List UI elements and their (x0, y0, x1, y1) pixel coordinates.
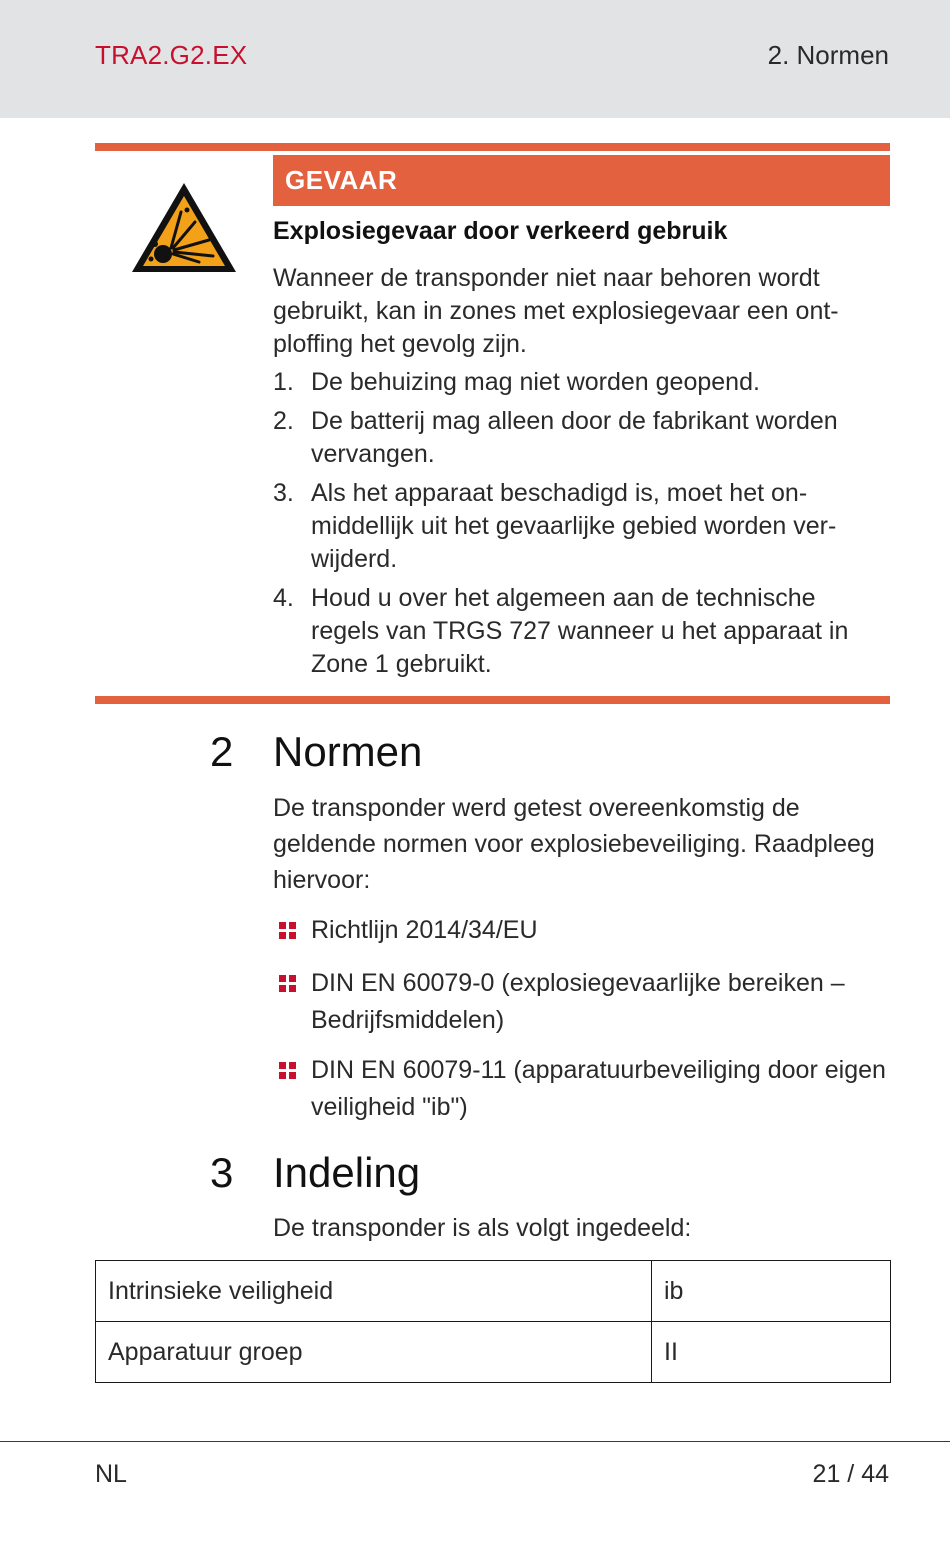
footer-divider (0, 1441, 950, 1442)
bullet-text: DIN EN 60079-0 (explosiegevaarlijke bereiken – Bedrijfsmiddelen) (311, 969, 845, 1034)
footer-language: NL (95, 1460, 127, 1488)
danger-banner (273, 155, 890, 206)
list-number: 1. (273, 368, 294, 396)
section-intro: De transponder is als volgt ingedeeld: (273, 1214, 692, 1242)
bullet-text: DIN EN 60079-11 (apparatuurbeveiliging door eigen veiligheid "ib") (311, 1056, 886, 1121)
bullet-text: Richtlijn 2014/34/EU (311, 916, 538, 944)
chapter-title: 2. Normen (767, 40, 889, 70)
list-item (273, 1052, 890, 1126)
section-intro: De transponder werd getest overeenkomstig de geldende normen voor explosiebeveiliging. Raadpleeg hiervoor: (273, 794, 875, 894)
warning-list-item (273, 582, 890, 681)
table-cell-property: Apparatuur groep (96, 1322, 652, 1383)
classification-table (95, 1260, 891, 1383)
warning-title: Explosiegevaar door verkeerd gebruik (273, 217, 728, 245)
warning-list-item (273, 405, 890, 471)
table-cell-value: ib (652, 1261, 891, 1322)
section-number: 2 (210, 728, 234, 775)
page-header (0, 0, 950, 118)
list-text: De batterij mag alleen door de fabrikant worden vervangen. (311, 407, 838, 468)
list-number: 4. (273, 584, 294, 612)
warning-top-rule (95, 143, 890, 151)
section-number: 3 (210, 1149, 234, 1196)
section-title: Normen (273, 728, 423, 775)
table-row (96, 1261, 891, 1322)
list-item (273, 965, 890, 1039)
list-number: 3. (273, 479, 294, 507)
page-number: 21 / 44 (812, 1460, 889, 1488)
list-text: Houd u over het algemeen aan de technische regels van TRGS 727 wanneer u het apparaat in Zone 1 gebruikt. (311, 584, 849, 678)
warning-list-item (273, 366, 890, 399)
document-id: TRA2.G2.EX (95, 40, 248, 70)
section-title: Indeling (273, 1149, 421, 1196)
bullet-icon (279, 1062, 297, 1080)
warning-list (273, 366, 890, 681)
table-cell-property: Intrinsieke veiligheid (96, 1261, 652, 1322)
list-text: De behuizing mag niet worden geopend. (311, 368, 760, 396)
warning-list-item (273, 477, 890, 576)
warning-body: Wanneer de transponder niet naar behoren wordt gebruikt, kan in zones met explosiegevaar een ont-ploffing het gevolg zijn. (273, 264, 839, 358)
bullet-icon (279, 975, 297, 993)
danger-label: GEVAAR (285, 165, 398, 195)
list-number: 2. (273, 407, 294, 435)
warning-bottom-rule (95, 696, 890, 704)
table-row (96, 1322, 891, 1383)
table-cell-value: II (652, 1322, 891, 1383)
list-item (273, 912, 890, 949)
explosion-warning-icon (129, 180, 239, 276)
bullet-icon (279, 922, 297, 940)
list-text: Als het apparaat beschadigd is, moet het on-middellijk uit het gevaarlijke gebied worden ver-wijderd. (311, 479, 837, 573)
